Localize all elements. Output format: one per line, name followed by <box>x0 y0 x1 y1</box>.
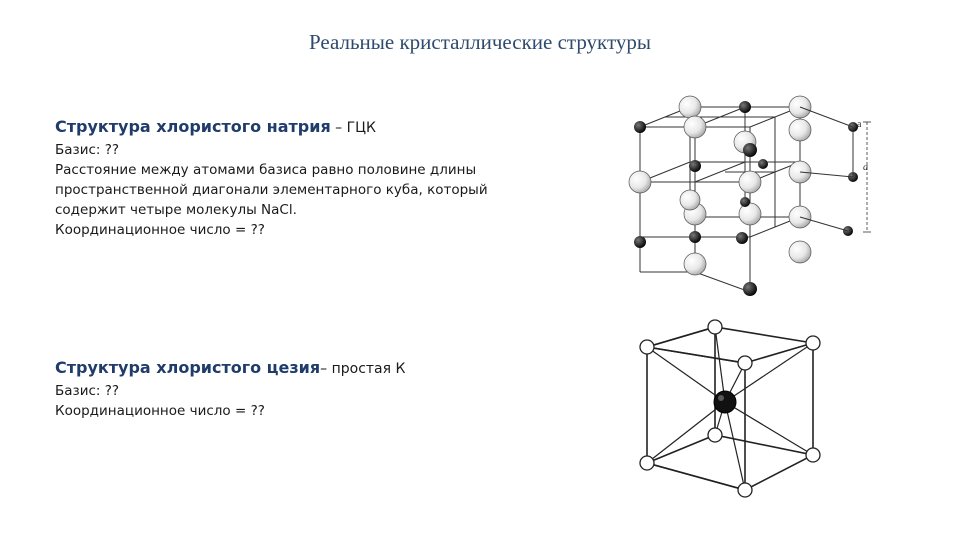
slide-title: Реальные кристаллические структуры <box>308 30 651 54</box>
cscl-heading-bold: Структура хлористого цезия <box>55 358 321 377</box>
nacl-description-line: содержит четыре молекулы NaCl. <box>55 202 297 218</box>
nacl-description-line: пространственной диагонали элементарного куба, который <box>55 182 488 198</box>
nacl-dimension-marker <box>863 122 871 232</box>
nacl-lattice-figure <box>615 92 880 307</box>
nacl-na-atoms <box>634 101 858 296</box>
cscl-center-atom <box>714 391 736 413</box>
cscl-heading <box>55 357 525 380</box>
nacl-coordination: Координационное число = ?? <box>55 222 265 238</box>
nacl-lattice-label-a: a <box>857 119 862 130</box>
nacl-section <box>55 116 525 240</box>
nacl-cl-atoms <box>629 96 811 275</box>
cscl-section <box>55 357 525 421</box>
nacl-basis: Базис: ?? <box>55 142 120 158</box>
nacl-lattice-bonds <box>640 107 800 292</box>
cscl-lattice-figure <box>625 315 830 505</box>
cscl-heading-rest: – простая К <box>320 361 406 377</box>
nacl-heading-rest: – ГЦК <box>330 120 376 136</box>
nacl-description-line: Расстояние между атомами базиса равно половине длины <box>55 162 477 178</box>
nacl-heading <box>55 116 525 139</box>
cscl-basis: Базис: ?? <box>55 383 120 399</box>
cscl-coordination: Координационное число = ?? <box>55 403 265 419</box>
nacl-heading-bold: Структура хлористого натрия <box>55 117 331 136</box>
nacl-lattice-label-a2: a <box>863 162 868 173</box>
